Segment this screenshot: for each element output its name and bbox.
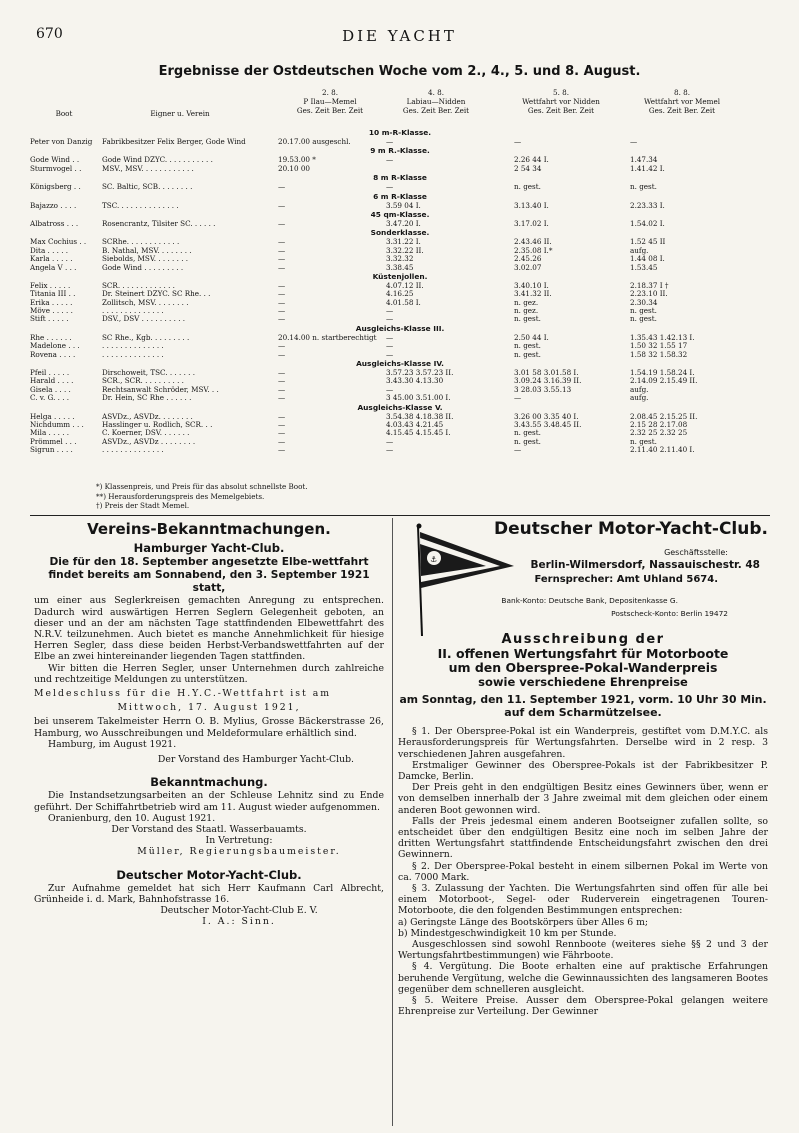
result-cell-b: Möve . . . . . <box>30 306 73 316</box>
result-cell-e: Siebolds, MSV. . . . . . . . <box>102 254 189 264</box>
result-cell-b: Mila . . . . . <box>30 428 70 438</box>
result-cell-c4: 2.23.10 II. <box>630 289 668 299</box>
dmyc-header <box>398 519 768 640</box>
col4-subheader: Ges. Zeit Ber. Zeit <box>648 106 716 115</box>
result-cell-c2: — <box>386 445 394 455</box>
result-cell-c4: 1.35.43 1.42.13 I. <box>630 332 695 342</box>
dm-club: Deutscher Motor-Yacht-Club E. V. <box>160 905 318 917</box>
result-cell-b: Stift . . . . . <box>30 314 69 324</box>
result-cell-b: C. v. G. . . . <box>30 393 70 403</box>
col3-route: Wettfahrt vor Nidden <box>522 97 600 106</box>
result-cell-c4: — <box>630 137 638 146</box>
result-cell-b: Madelone . . . <box>30 341 80 351</box>
result-cell-c2: 3.31.22 I. <box>386 237 421 247</box>
class-heading: 6 m R-Klasse <box>373 191 427 201</box>
office-label: Geschäftsstelle: <box>664 548 728 557</box>
section-heading: Vereins-Bekanntmachungen. <box>87 520 331 538</box>
result-cell-b: Rhe . . . . . . <box>30 332 72 342</box>
result-cell-c4: 1.47.34 <box>630 155 658 165</box>
result-cell-c2: — <box>386 155 394 165</box>
rule-paragraph: § 5. Weitere Preise. Ausser dem Oberspree-Pokal gelangen weitere Ehrenpreise zur Verteilung. Der Gewinner <box>398 995 768 1018</box>
class-heading: 8 m R-Klasse <box>373 173 427 183</box>
result-cell-c2: — <box>386 137 394 146</box>
col2-route: Labiau—Nidden <box>406 97 466 106</box>
result-cell-c4: 1.54.02 I. <box>630 218 665 228</box>
result-cell-c4: n. gest. <box>630 314 657 324</box>
col1-header <box>280 88 380 115</box>
result-cell-c2: 3 45.00 3.51.00 I. <box>386 393 451 403</box>
result-cell-b: Gisela . . . . <box>30 384 71 394</box>
col1-subheader: Ges. Zeit Ber. Zeit <box>296 106 364 115</box>
rule-paragraph: Ausgeschlossen sind sowohl Rennboote (weiteres siehe §§ 2 und 3 der Wertungsfahrtbestimmungen) wie Fährboote. <box>398 939 768 962</box>
svg-text:⚓: ⚓ <box>430 555 438 564</box>
result-cell-c1: — <box>278 254 286 264</box>
result-cell-e: . . . . . . . . . . . . . . <box>102 306 164 316</box>
dm-title: Deutscher Motor-Yacht-Club. <box>116 867 302 882</box>
class-heading: Ausgleichs-Klasse IV. <box>356 359 444 369</box>
rule-paragraph: § 3. Zulassung der Yachten. Die Wertungsfahrten sind offen für alle bei einem Motorboot-, Segel- oder Ruderverein eingetragenen Touren-Motorboote, die den folgenden Bestimmungen entsprechen: <box>398 883 768 917</box>
col1-route: P Ilau—Memel <box>303 97 357 106</box>
club-flag-icon <box>404 522 524 638</box>
class-heading: 9 m R.-Klasse. <box>370 146 430 156</box>
result-cell-c4: 1.58 32 1.58.32 <box>630 349 688 359</box>
result-cell-e: SC Rhe., Kgb. . . . . . . . . <box>102 332 190 342</box>
class-heading: 45 qm-Klasse. <box>370 209 430 219</box>
result-cell-c1: — <box>278 368 286 378</box>
announcement-prize: um den Oberspree-Pokal-Wanderpreis <box>448 660 718 676</box>
result-cell-c3: 3.40.10 I. <box>514 280 549 290</box>
result-cell-c1: — <box>278 218 286 228</box>
announcement-title: Ausschreibung der <box>501 632 665 647</box>
result-cell-c3: — <box>514 137 522 146</box>
result-cell-c2: — <box>386 332 394 342</box>
result-cell-c2: — <box>386 314 394 324</box>
result-cell-e: Zollitsch, MSV. . . . . . . . <box>102 297 189 307</box>
result-row <box>30 446 770 454</box>
result-cell-b: Bajazzo . . . . <box>30 200 77 210</box>
col-eigner-header: Eigner u. Verein <box>150 109 210 118</box>
result-cell-c4: 1.41.42 I. <box>630 163 665 173</box>
result-cell-c3: 2 54 34 <box>514 163 542 173</box>
rule-item: b) Mindestgeschwindigkeit 10 km per Stunde. <box>398 927 617 939</box>
class-heading: Küstenjollen. <box>372 271 428 281</box>
result-cell-c2: 3.32.32 <box>386 254 414 264</box>
result-cell-c1: 19.53.00 * <box>278 155 316 165</box>
postal-account: Postscheck-Konto: Berlin 19472 <box>611 609 728 618</box>
office-address: Berlin-Wilmersdorf, Nassauischestr. 48 <box>530 559 760 571</box>
bk-paragraph: Die Instandsetzungsarbeiten an der Schleuse Lehnitz sind zu Ende geführt. Der Schiffahrtbetrieb wird am 11. August wieder aufgenommen. <box>34 790 384 813</box>
hyc-deadline: Meldeschluss für die H.Y.C.-Wettfahrt ist am <box>34 688 332 700</box>
result-cell-b: Dita . . . . . <box>30 245 69 255</box>
result-row <box>30 351 770 359</box>
result-cell-c1: — <box>278 245 286 255</box>
result-cell-c4: 2.18.37 I † <box>630 280 669 290</box>
result-cell-e: ASVDz., ASVDz . . . . . . . . <box>102 436 196 446</box>
col1-date: 2. 8. <box>322 88 338 97</box>
result-cell-e: Dr. Steinert DZYC. SC Rhe. . . <box>102 289 211 299</box>
class-heading: Sonderklasse. <box>370 228 430 238</box>
hyc-headline: Die für den 18. September angesetzte Elbe-wettfahrt findet bereits am Sonnabend, den 3. September 1921 statt, <box>48 556 370 595</box>
hyc-place-date: Hamburg, im August 1921. <box>48 738 177 750</box>
result-cell-c1: — <box>278 445 286 455</box>
result-row <box>30 202 770 210</box>
result-cell-c4: 1.52 45 II <box>630 237 666 247</box>
office-phone: Fernsprecher: Amt Uhland 5674. <box>534 574 718 585</box>
result-cell-c4: 2.14.09 2.15.49 II. <box>630 376 698 386</box>
result-cell-e: TSC. . . . . . . . . . . . . . <box>102 200 179 210</box>
class-heading: Ausgleichs-Klasse V. <box>357 402 443 412</box>
result-cell-e: DSV., DSV . . . . . . . . . . <box>102 314 186 324</box>
result-cell-e: SCRhe. . . . . . . . . . . . <box>102 237 180 247</box>
result-cell-c1: — <box>278 200 286 210</box>
result-cell-c1: — <box>278 384 286 394</box>
result-cell-c1: — <box>278 436 286 446</box>
result-cell-c4: 1.54.19 1.58.24 I. <box>630 368 695 378</box>
result-cell-c3: 2.43.46 II. <box>514 237 552 247</box>
result-cell-c2: 3.59 04 I. <box>386 200 421 210</box>
col4-route: Wettfahrt vor Memel <box>643 97 721 106</box>
rule-item: a) Geringste Länge des Bootskörpers über Alles 6 m; <box>398 916 649 928</box>
result-cell-c1: — <box>278 411 286 421</box>
footnote: *) Klassenpreis, und Preis für das absolut schnellste Boot. <box>96 482 308 491</box>
result-cell-c1: — <box>278 314 286 324</box>
result-cell-b: Helga . . . . . <box>30 411 75 421</box>
result-cell-e: C. Koerner, DSV. . . . . . . <box>102 428 190 438</box>
result-cell-c3: 2.26 44 I. <box>514 155 549 165</box>
result-cell-e: SCR., SCR. . . . . . . . . . <box>102 376 184 386</box>
result-cell-c3: n. gest. <box>514 349 541 359</box>
result-cell-c3: 3.41.32 II. <box>514 289 552 299</box>
result-cell-c4: n. gest. <box>630 436 657 446</box>
result-cell-c1: — <box>278 419 286 429</box>
result-row <box>30 315 770 323</box>
result-cell-c1: 20.17.00 ausgeschl. <box>278 137 351 146</box>
result-cell-b: Peter von Danzig <box>30 137 93 146</box>
result-cell-c2: — <box>386 436 394 446</box>
result-cell-c2: — <box>386 182 394 192</box>
result-cell-e: SCR. . . . . . . . . . . . . <box>102 280 175 290</box>
result-cell-c1: — <box>278 297 286 307</box>
col2-header <box>386 88 486 115</box>
result-cell-c1: — <box>278 341 286 351</box>
result-cell-c3: 3.26 00 3.35 40 I. <box>514 411 579 421</box>
result-cell-c2: 4.16.25 <box>386 289 414 299</box>
result-cell-e: Dr. Hein, SC Rhe . . . . . . <box>102 393 192 403</box>
result-cell-b: Pfeil . . . . . <box>30 368 70 378</box>
result-cell-c1: — <box>278 182 286 192</box>
result-cell-b: Rovena . . . . <box>30 349 76 359</box>
results-footnotes <box>96 482 308 511</box>
result-cell-b: Angela V . . . <box>30 262 77 272</box>
result-cell-c1: — <box>278 428 286 438</box>
result-cell-c3: — <box>514 393 522 403</box>
result-cell-c3: 2.50 44 I. <box>514 332 549 342</box>
results-table <box>30 128 770 455</box>
result-cell-c4: aufg. <box>630 245 649 255</box>
result-row <box>30 138 770 146</box>
announcement-date: am Sonntag, den 11. September 1921, vorm. 10 Uhr 30 Min. <box>399 692 767 706</box>
result-cell-c2: 4.01.58 I. <box>386 297 421 307</box>
result-cell-c3: n. gest. <box>514 436 541 446</box>
result-cell-c4: 2.30.34 <box>630 297 658 307</box>
result-cell-c4: aufg. <box>630 384 649 394</box>
rule-paragraph: Erstmaliger Gewinner des Oberspree-Pokals ist der Fabrikbesitzer P. Damcke, Berlin. <box>398 759 768 783</box>
result-cell-e: SC. Baltic, SCB. . . . . . . . <box>102 182 193 192</box>
result-cell-c3: 2.35.08 I.* <box>514 245 553 255</box>
announcement-honors: sowie verschiedene Ehrenpreise <box>478 674 688 689</box>
result-cell-c2: 3.57.23 3.57.23 II. <box>386 368 454 378</box>
result-row <box>30 220 770 228</box>
hyc-paragraph: um einer aus Seglerkreisen gemachten Anregung zu entsprechen. Dadurch wird auswärtigen Herren Seglern Gelegenheit geboten, an dieser und an der am nächsten Tage stattfindenden Elbewettfahrt des N.R.V. teilzunehmen. Auch bietet es manche Annehmlichkeit für hiesige Herren Segler, dass diese beiden Herbst-Verbandswettfahrten auf der Elbe an zwei hintereinander liegenden Tagen stattfinden. <box>34 595 384 663</box>
result-cell-c3: 3.02.07 <box>514 262 542 272</box>
result-cell-c3: n. gest. <box>514 182 541 192</box>
dm-signature: I. A.: Sinn. <box>202 916 276 928</box>
result-cell-e: Rechtsanwalt Schröder, MSV. . . <box>102 384 219 394</box>
dm-paragraph: Zur Aufnahme gemeldet hat sich Herr Kaufmann Carl Albrecht, Grünheide i. d. Mark, Bahnhofstrasse 16. <box>34 882 384 906</box>
announcement-venue: auf dem Scharmützelsee. <box>504 706 662 720</box>
result-cell-c3: 3 28.03 3.55.13 <box>514 384 572 394</box>
result-cell-c2: — <box>386 384 394 394</box>
result-cell-e: . . . . . . . . . . . . . . <box>102 341 164 351</box>
result-cell-c1: — <box>278 289 286 299</box>
result-row <box>30 165 770 173</box>
hyc-signature: Der Vorstand des Hamburger Yacht-Club. <box>157 754 354 766</box>
result-cell-b: Max Cochius . . <box>30 237 87 247</box>
result-cell-b: Harald . . . . <box>30 376 74 386</box>
result-cell-c2: 4.03.43 4.21.45 <box>386 419 444 429</box>
page-number: 670 <box>36 26 63 42</box>
result-cell-b: Sturmvogel . . <box>30 163 82 173</box>
class-heading: Ausgleichs-Klasse III. <box>355 323 445 333</box>
footnote: †) Preis der Stadt Memel. <box>96 501 190 510</box>
result-cell-c4: 2.32 25 2.32 25 <box>630 428 688 438</box>
result-cell-c1: — <box>278 280 286 290</box>
col-boot-header: Boot <box>55 109 73 118</box>
col2-date: 4. 8. <box>428 88 444 97</box>
result-cell-e: Gode Wind DZYC. . . . . . . . . . . <box>102 155 213 165</box>
result-cell-c2: — <box>386 349 394 359</box>
result-cell-c2: 3.47.20 I. <box>386 218 421 228</box>
result-cell-c2: 3.54.38 4.18.38 II. <box>386 411 454 421</box>
result-cell-c4: 1.53.45 <box>630 262 658 272</box>
result-cell-b: Felix . . . . . <box>30 280 71 290</box>
hyc-title: Hamburger Yacht-Club. <box>133 541 285 556</box>
bk-title: Bekanntmachung. <box>150 775 268 790</box>
result-cell-c2: — <box>386 306 394 316</box>
result-cell-c3: 2.45.26 <box>514 254 542 264</box>
result-cell-c4: 2.15 28 2.17.08 <box>630 419 688 429</box>
rule-paragraph: Falls der Preis jedesmal einem anderen Bootseigner zufallen sollte, so entscheidet über den endgültigen Besitz eine noch im selben Jahre der dritten Wertungsfahrt stattfindende Entscheidungsfahrt zwischen den drei Gewinnern. <box>398 815 768 861</box>
result-cell-c2: 3.32.22 II. <box>386 245 424 255</box>
bk-authority: Der Vorstand des Staatl. Wasserbauamts. <box>111 824 307 836</box>
results-title: Ergebnisse der Ostdeutschen Woche vom 2., 4., 5. und 8. August. <box>158 64 641 79</box>
left-column <box>34 522 384 928</box>
result-cell-c4: 1.44 08 I. <box>630 254 665 264</box>
rule-paragraph: § 2. Der Oberspree-Pokal besteht in einem silbernen Pokal im Werte von ca. 7000 Mark. <box>398 860 768 883</box>
result-cell-c3: 3.13.40 I. <box>514 200 549 210</box>
rule-paragraph: Der Preis geht in den endgültigen Besitz eines Gewinners über, wenn er von demselben innerhalb der 3 Jahre zweimal mit dem gleichen oder einem anderen Boot gewonnen wird. <box>398 782 768 816</box>
result-cell-c3: — <box>514 445 522 455</box>
result-row <box>30 183 770 191</box>
result-row <box>30 264 770 272</box>
result-cell-c1: — <box>278 237 286 247</box>
rule-paragraph: § 4. Vergütung. Die Boote erhalten eine auf praktische Erfahrungen beruhende Vergütung, welche die Gewinnaussichten des langsameren Bootes gegenüber dem schnelleren ausgleicht. <box>398 961 768 995</box>
dmyc-title: Deutscher Motor-Yacht-Club. <box>494 519 768 539</box>
result-cell-e: ASVDz., ASVDz. . . . . . . . <box>102 411 193 421</box>
bank-account: Bank-Konto: Deutsche Bank, Depositenkasse G. <box>501 596 678 605</box>
result-cell-c3: n. gest. <box>514 341 541 351</box>
result-cell-e: . . . . . . . . . . . . . . <box>102 349 164 359</box>
col4-header <box>622 88 742 115</box>
result-cell-b: Karla . . . . . <box>30 254 73 264</box>
result-cell-c2: — <box>386 341 394 351</box>
result-cell-e: MSV., MSV. . . . . . . . . . . . <box>102 163 194 173</box>
result-cell-c1: — <box>278 393 286 403</box>
result-cell-c2: 3.38.45 <box>386 262 414 272</box>
result-cell-e: Hasslinger u. Rodlich, SCR. . . <box>102 419 213 429</box>
result-cell-c3: n. gest. <box>514 314 541 324</box>
result-cell-c4: 2.08.45 2.15.25 II. <box>630 411 698 421</box>
result-cell-c2: 4.15.45 4.15.45 I. <box>386 428 451 438</box>
result-cell-b: Nichdumm . . . <box>30 419 84 429</box>
result-cell-c4: n. gest. <box>630 306 657 316</box>
column-divider <box>392 518 393 1126</box>
bk-representation: In Vertretung: <box>205 835 273 847</box>
result-cell-c1: — <box>278 306 286 316</box>
result-cell-b: Sigrun . . . . <box>30 445 73 455</box>
col3-subheader: Ges. Zeit Ber. Zeit <box>527 106 595 115</box>
result-cell-c1: 20.10 00 <box>278 163 311 173</box>
journal-title: DIE YACHT <box>342 27 457 45</box>
result-cell-b: Albatross . . . <box>30 218 79 228</box>
result-cell-c3: 3.01 58 3.01.58 I. <box>514 368 579 378</box>
result-cell-e: Rosencrantz, Tilsiter SC. . . . . . <box>102 218 216 228</box>
result-cell-b: Titania III . . <box>30 289 76 299</box>
result-cell-c1: 20.14.00 n. startberechtigt <box>278 332 377 342</box>
result-cell-b: Erika . . . . . <box>30 297 73 307</box>
col3-date: 5. 8. <box>553 88 569 97</box>
result-cell-c3: n. gest. <box>514 428 541 438</box>
result-row <box>30 394 770 402</box>
class-heading: 10 m-R-Klasse. <box>368 128 432 137</box>
result-cell-c4: n. gest. <box>630 182 657 192</box>
result-cell-c4: aufg. <box>630 393 649 403</box>
result-cell-c4: 2.11.40 2.11.40 I. <box>630 445 695 455</box>
result-cell-c1: — <box>278 349 286 359</box>
result-cell-e: B. Nathal, MSV. . . . . . . . <box>102 245 192 255</box>
result-cell-c3: 3.17.02 I. <box>514 218 549 228</box>
page-header <box>0 0 799 48</box>
result-cell-c1: — <box>278 376 286 386</box>
announcement-subtitle: II. offenen Wertungsfahrt für Motorboote <box>437 646 729 662</box>
result-cell-c1: — <box>278 262 286 272</box>
result-cell-b: Prömmel . . . <box>30 436 77 446</box>
right-column <box>398 519 768 1018</box>
result-cell-e: Dirschoweit, TSC. . . . . . . <box>102 368 195 378</box>
result-cell-b: Königsberg . . <box>30 182 81 192</box>
footnote: **) Herausforderungspreis des Memelgebiets. <box>96 491 265 501</box>
col2-subheader: Ges. Zeit Ber. Zeit <box>402 106 470 115</box>
result-cell-c4: 2.23.33 I. <box>630 200 665 210</box>
hyc-paragraph: bei unserem Takelmeister Herrn O. B. Mylius, Grosse Bäckerstrasse 26, Hamburg, wo Ausschreibungen und Meldeformulare erhältlich sind. <box>34 716 384 739</box>
section-divider <box>30 515 770 516</box>
result-cell-c4: 1.50 32 1.55 17 <box>630 341 688 351</box>
result-cell-e: . . . . . . . . . . . . . . <box>102 445 164 455</box>
rule-paragraph: § 1. Der Oberspree-Pokal ist ein Wanderpreis, gestiftet vom D.M.Y.C. als Herausforderungspreis für Wertungsfahrten. Derselbe wird in 2 resp. 3 verschiedenen Jahren ausgefahren. <box>398 726 768 760</box>
hyc-deadline-date: Mittwoch, 17. August 1921, <box>117 702 301 714</box>
bk-place-date: Oranienburg, den 10. August 1921. <box>48 812 216 824</box>
bk-signature: Müller, Regierungsbaumeister. <box>137 846 341 858</box>
result-cell-c3: 3.09.24 3.16.39 II. <box>514 376 582 386</box>
result-cell-c2: 3.43.30 4.13.30 <box>386 376 444 386</box>
result-cell-c2: 4.07.12 II. <box>386 280 424 290</box>
result-cell-c3: n. gez. <box>514 297 539 307</box>
result-cell-e: Gode Wind . . . . . . . . . <box>102 262 184 272</box>
hyc-paragraph: Wir bitten die Herren Segler, unser Unternehmen durch zahlreiche und rechtzeitige Meldungen zu unterstützen. <box>34 662 384 685</box>
col4-date: 8. 8. <box>674 88 690 97</box>
result-cell-c3: n. gez. <box>514 306 539 316</box>
col3-header <box>506 88 616 115</box>
result-cell-c3: 3.43.55 3.48.45 II. <box>514 419 582 429</box>
result-cell-b: Gode Wind . . <box>30 155 80 165</box>
result-cell-e: Fabrikbesitzer Felix Berger, Gode Wind <box>102 137 246 146</box>
